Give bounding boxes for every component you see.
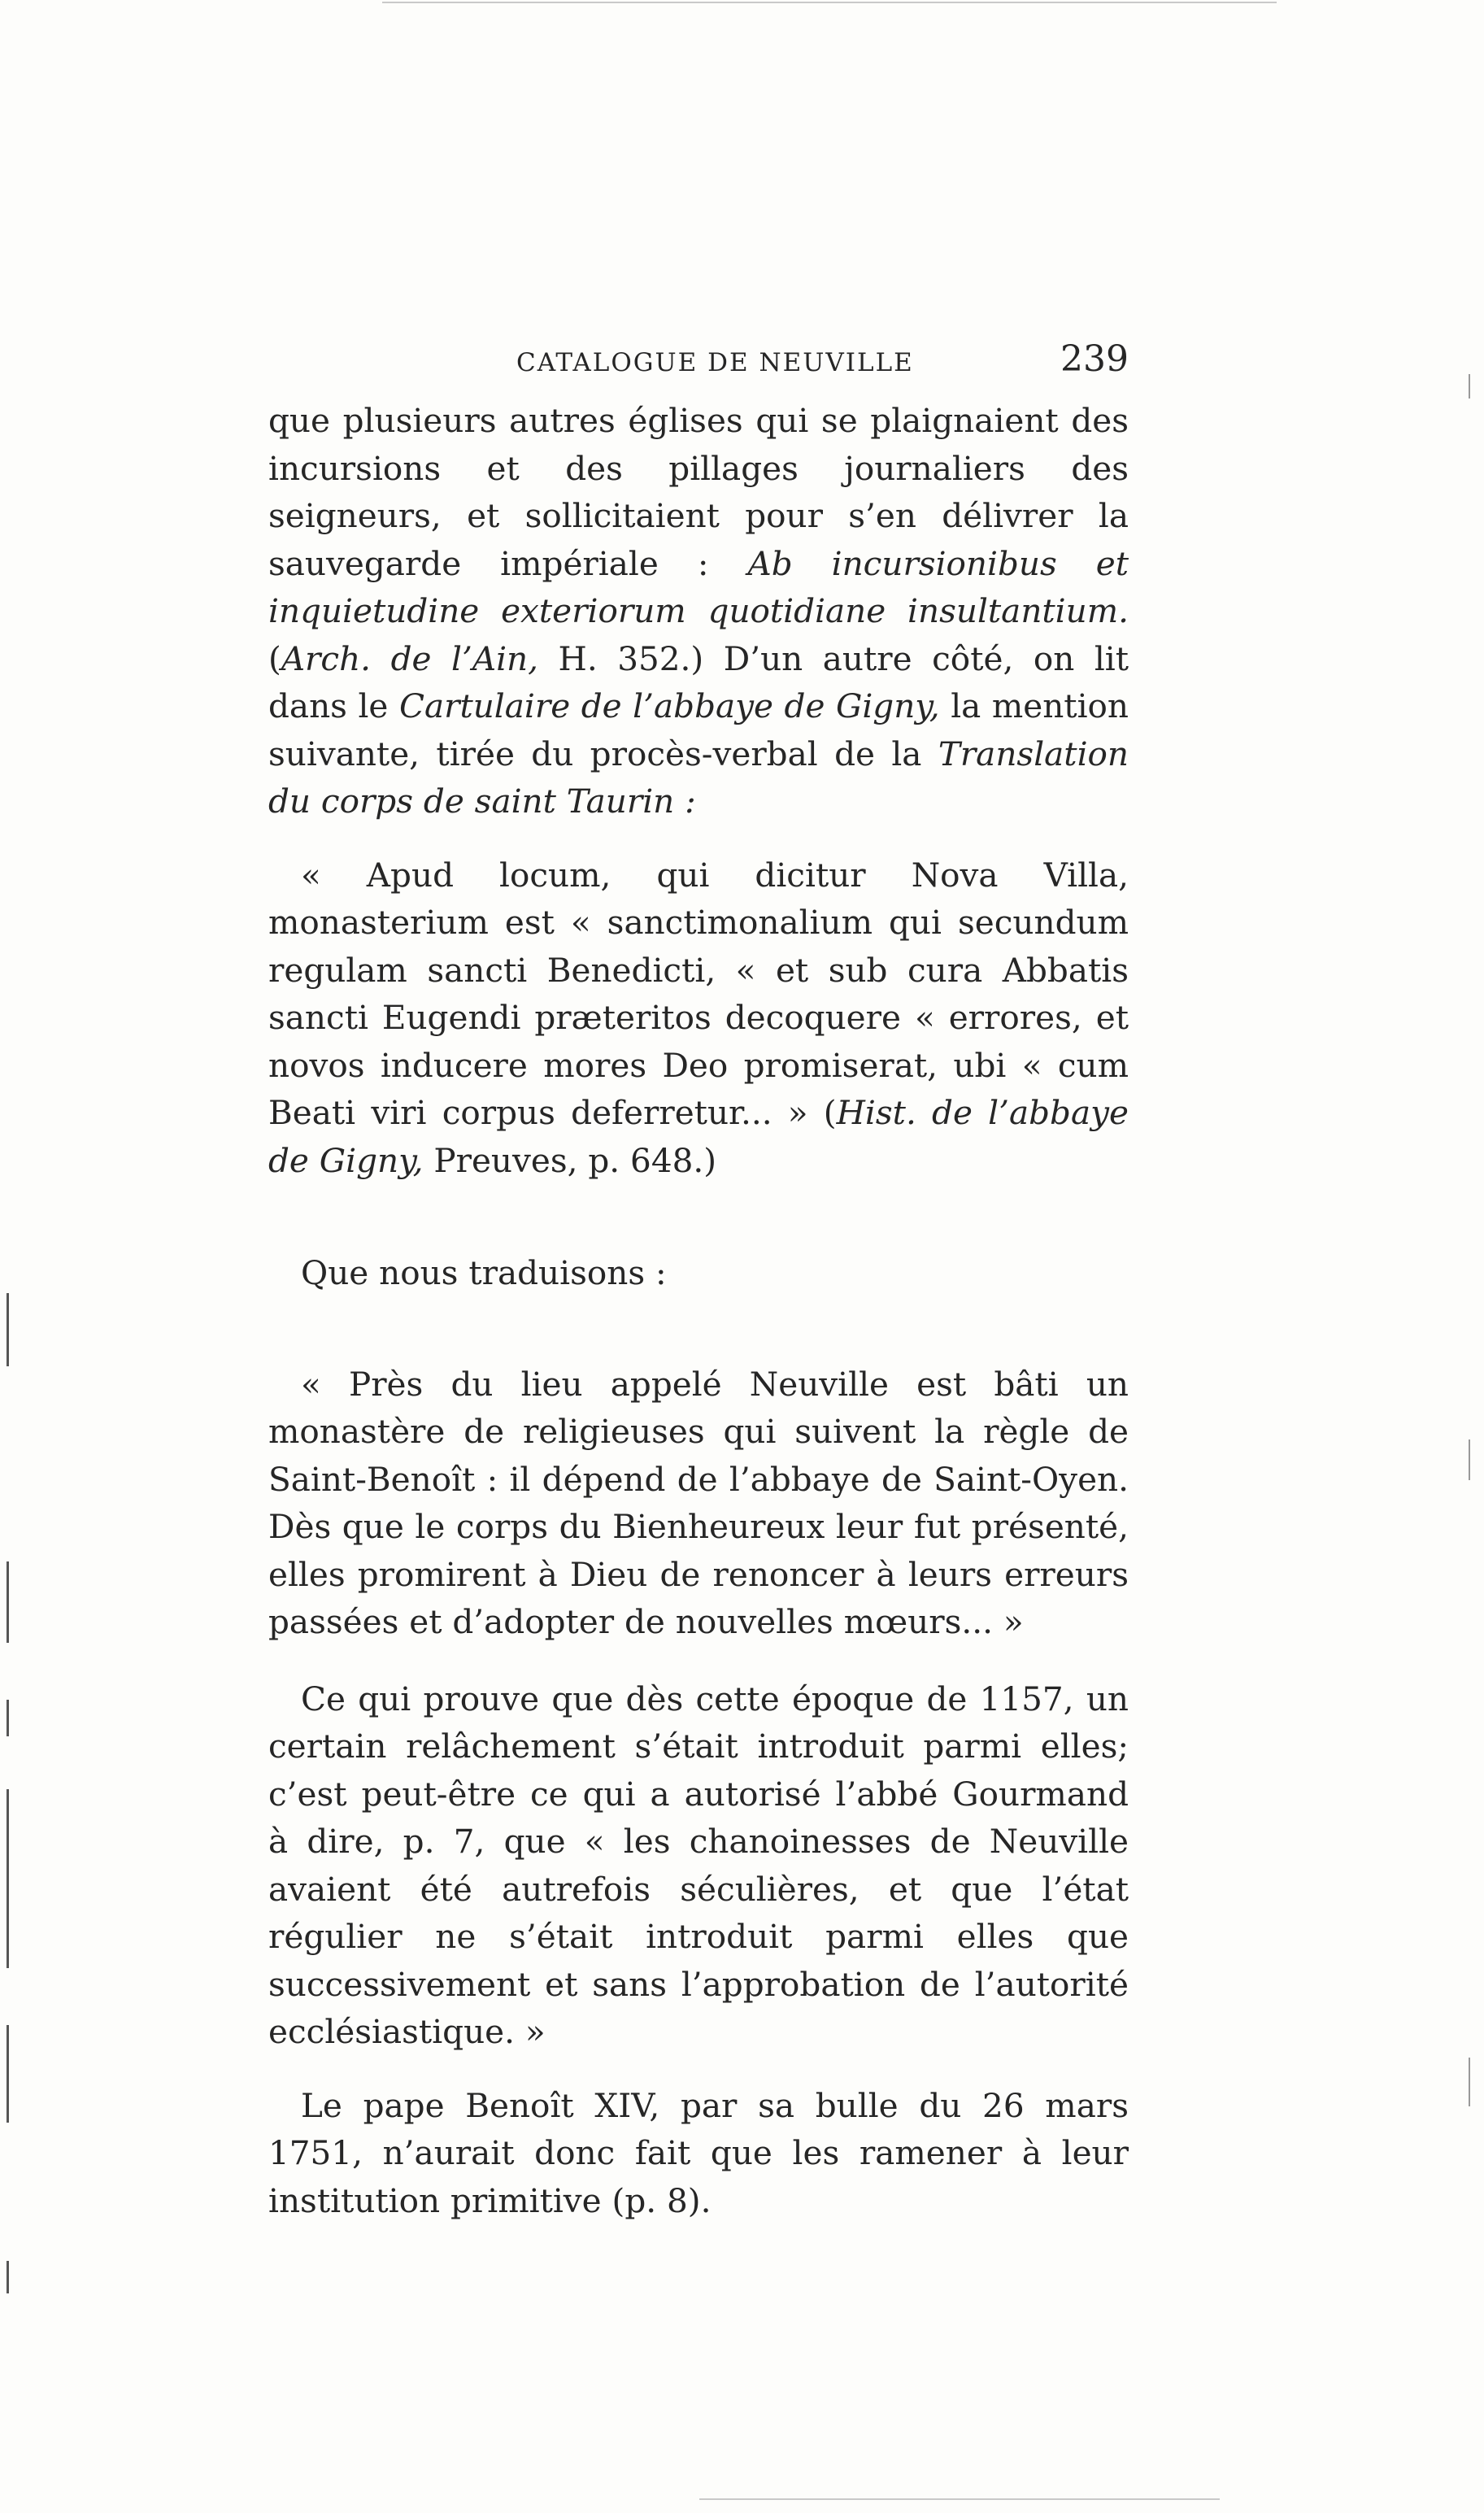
paragraph-intro (268, 397, 1129, 825)
top-edge-rule (382, 2, 1277, 3)
left-margin-mark (7, 1700, 9, 1736)
translation-intro (268, 1249, 1129, 1297)
left-margin-mark (7, 1561, 9, 1643)
paragraph-conclusion (268, 2082, 1129, 2225)
text-run: la mention suivante, tirée du procès-verbal de la (268, 686, 1129, 773)
right-margin-mark (1469, 374, 1470, 399)
text-run: « Apud locum, qui dicitur Nova Villa, monasterium est « sanctimonalium qui secundum regulam sancti Benedicti, « et sub cura Abbatis sancti Eugendi præteritos decoquere « errores, et novos inducere mores Deo promiserat, ubi « cum Beati viri corpus deferretur... » ( (268, 855, 1129, 1132)
text-run: Le pape Benoît XIV, par sa bulle du 26 mars 1751, n’aurait donc fait que les ramener à leur institution primitive (p. 8). (268, 2085, 1129, 2220)
left-margin-mark (7, 1293, 9, 1366)
text-run: Que nous traduisons : (301, 1253, 667, 1292)
left-margin-mark (7, 1789, 9, 1968)
italic-text-run: Arch. de l’Ain, (281, 638, 538, 678)
italic-text-run: Ab incursionibus et inquietudine exteriorum quotidiane insultantium. (268, 543, 1129, 630)
text-run: ( (268, 638, 281, 678)
text-run: Preuves, p. 648.) (423, 1140, 717, 1180)
text-run: que plusieurs autres églises qui se plaignaient des incursions et des pillages journaliers des seigneurs, et sollicitaient pour s’en délivrer la sauvegarde impériale : (268, 401, 1129, 583)
text-run: Ce qui prouve que dès cette époque de 1157, un certain relâchement s’était introduit parmi elles; c’est peut-être ce qui a autorisé l’abbé Gourmand à dire, p. 7, que « les chanoinesses de Neuville avaient été autrefois séculières, et que l’état régulier ne s’était introduit parmi elles que successivement et sans l’approbation de l’autorité ecclésiastique. » (268, 1679, 1129, 2051)
body-text (268, 397, 1129, 2224)
page-header (268, 333, 1129, 390)
running-title: CATALOGUE DE NEUVILLE (516, 348, 914, 377)
page-number: 239 (1060, 338, 1129, 380)
italic-text-run: Hist. de l’abbaye de Gigny, (268, 1093, 1129, 1180)
left-margin-mark (7, 2261, 9, 2293)
text-run: H. 352.) D’un autre côté, on lit dans le (268, 638, 1129, 725)
left-margin-mark (7, 2025, 9, 2123)
italic-text-run: Translation du corps de saint Taurin : (268, 734, 1129, 821)
text-run: « Près du lieu appelé Neuville est bâti un monastère de religieuses qui suivent la règle de Saint-Benoît : il dépend de l’abbaye de Saint-Oyen. Dès que le corps du Bienheureux leur fut présenté, elles promirent à Dieu de renoncer à leurs erreurs passées et d’adopter de nouvelles mœurs... » (268, 1364, 1129, 1641)
paragraph-commentary (268, 1675, 1129, 2056)
italic-text-run: Cartulaire de l’abbaye de Gigny, (398, 686, 940, 725)
right-margin-mark (1469, 2058, 1470, 2106)
french-translation (268, 1361, 1129, 1646)
latin-quotation (268, 851, 1129, 1185)
right-margin-mark (1469, 1439, 1470, 1480)
bottom-edge-rule (699, 2498, 1220, 2500)
